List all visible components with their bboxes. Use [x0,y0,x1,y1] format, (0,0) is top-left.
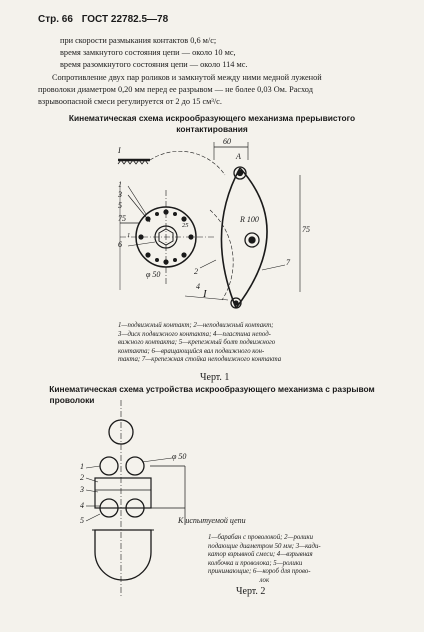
figure2-label: Черт. 2 [236,586,266,597]
fig1-label-2: 2 [194,267,198,276]
body-line-5: проволоки диаметром 0,20 мм перед ее разрывом — не более 0,03 Ом. Расход [38,85,313,94]
fig2-label-1: 1 [80,462,84,471]
fig2-label-3: 3 [80,485,84,494]
figure2-title-line2: проволоки [49,395,95,405]
fig1-dim-A: А [236,152,241,161]
standard-number: ГОСТ 22782.5—78 [81,14,169,25]
fig2-label-5: 5 [80,516,84,525]
figure2-caption: 1—барабан с проволокой; 2—ролики подающие диаметром 50 мм; 3—кади- катор взрывной смеси; 4—взрывная колбочка и проволока; 5—ролики принимающие; 6—короб для прово- лок [208,534,321,584]
fig1-label-3: 3 [118,190,122,199]
body-line-6: взрывоопасной смеси регулируется от 2 до 15 см³/с. [38,97,222,106]
fig1-dim-phi50: φ 50 [146,270,161,279]
figure1-title-line1: Кинематическая схема искрообразующего механизма прерывистого [68,113,356,123]
fig1-label-I-bottom: I [203,288,207,300]
figure1-caption: 1—подвижный контакт; 2—неподвижный контакт; 3—диск подвижного контакта; 4—пластина непод- вижного контакта; 5—крепежный болт подвижного контакта; 6—вращающийся вал подвижного кон- такта; 7—крепежная стойка неподвижного контакта [118,322,282,364]
body-line-1: при скорости размыкания контактов 0,6 м/с; [60,36,217,45]
figure1-label: Черт. 1 [200,372,230,383]
fig2-chain-label: К испытуемой цепи [178,516,246,525]
body-line-2: время замкнутого состояния цепи — около 10 мс, [60,48,236,57]
fig1-label-1: 1 [118,180,122,189]
figure1-title-line2: контактирования [176,124,248,134]
fig1-label-4: 4 [196,282,200,291]
fig2-label-2: 2 [80,473,84,482]
fig1-dim-1: 1 [127,232,131,239]
fig1-label-6: 6 [118,240,122,249]
fig1-label-7: 7 [286,258,290,267]
fig1-dim-75-left: 75 [118,214,126,223]
page-number: Стр. 66 [38,14,73,25]
body-line-3: время разомкнутого состояния цепи — около 114 мс. [60,60,248,69]
fig2-label-4: 4 [80,501,84,510]
fig1-label-5: 5 [118,201,122,210]
fig1-dim-25: 25 [182,222,189,229]
figure2-title-line1: Кинематическая схема устройства искрообразующего механизма с разрывом [49,384,375,394]
fig1-label-I-top: I [118,146,121,155]
fig1-dim-60: 60 [223,137,231,146]
fig2-dim-phi50: φ 50 [172,452,187,461]
fig1-dim-75-right: 75 [302,225,310,234]
fig1-dim-R100: R 100 [240,215,259,224]
body-line-4: Сопротивление двух пар роликов и замкнутой между ними медной луженой [52,73,322,82]
